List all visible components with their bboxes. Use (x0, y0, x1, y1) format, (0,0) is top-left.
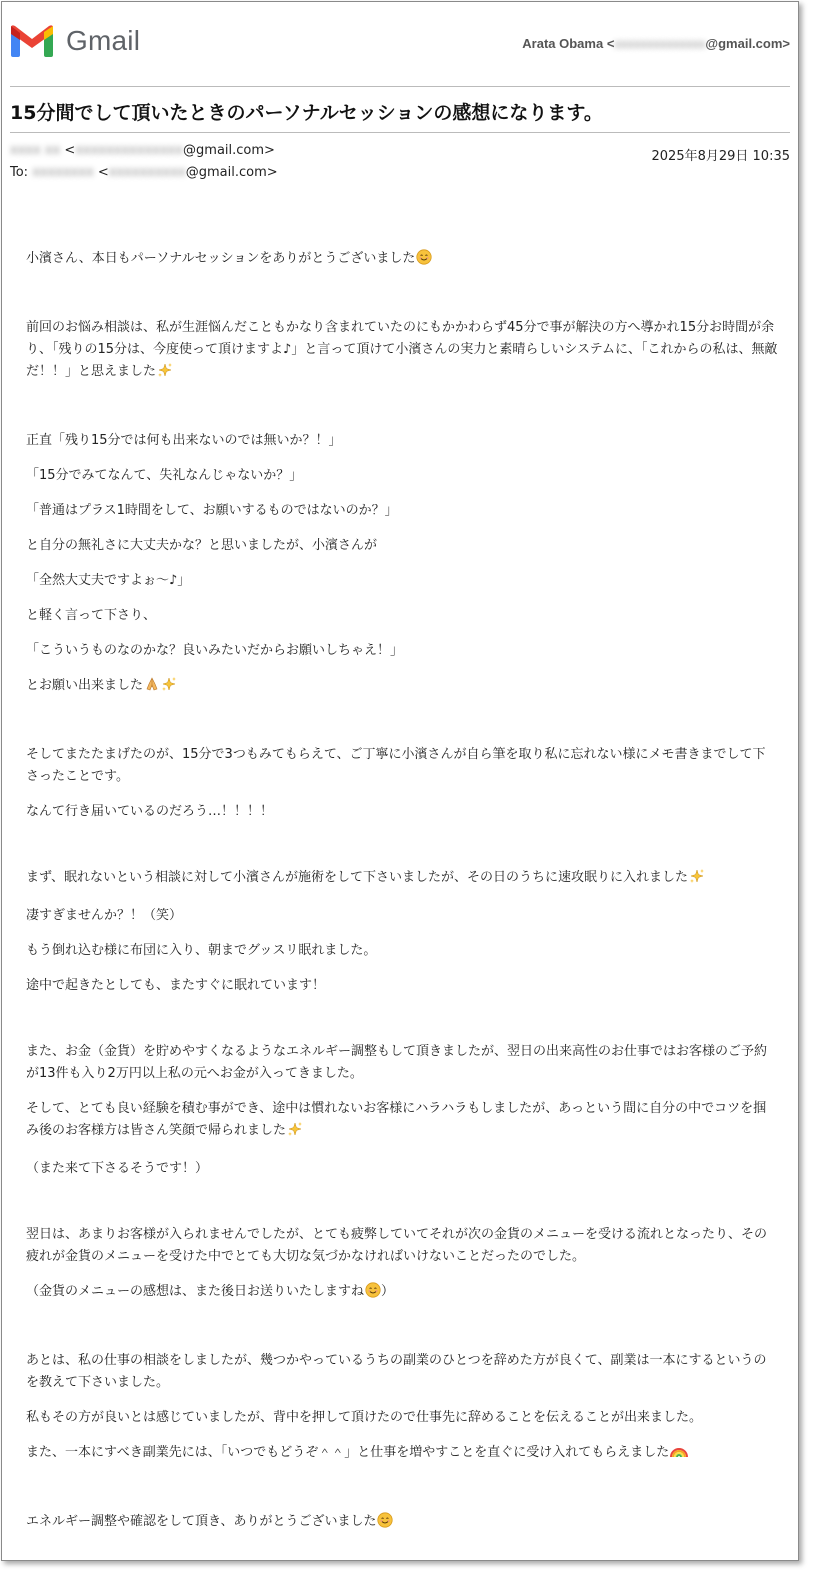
body-paragraph (26, 905, 778, 927)
body-paragraph (26, 1224, 778, 1268)
paragraph-text: 小濱さん、本日もパーソナルセッションをありがとうございました (26, 251, 416, 266)
body-paragraph (26, 940, 778, 962)
body-paragraph (26, 1158, 778, 1180)
gmail-wordmark: Gmail (66, 25, 141, 56)
gmail-m-icon (10, 24, 54, 58)
paragraph-text: あとは、私の仕事の相談をしましたが、幾つかやっているうちの副業のひとつを辞めた方が良くて、副業は一本にするというのを教えて下さいました。 (26, 1353, 767, 1390)
sender-name-redacted: xxxx xx (10, 143, 61, 158)
paragraph-text: 「全然大丈夫ですよぉ〜♪」 (26, 573, 191, 588)
body-paragraph (26, 1511, 778, 1536)
smile-emoji-icon (377, 1512, 393, 1536)
body-paragraph (26, 430, 778, 452)
paragraph-text: （また来て下さるそうです！） (26, 1161, 209, 1176)
paragraph-text: もう倒れ込む様に布団に入り、朝までグッスリ眠れました。 (26, 943, 377, 958)
smile-emoji-icon (416, 249, 432, 273)
body-paragraph (26, 465, 778, 487)
recipient-email-redacted: xxxxxxxxxx (108, 165, 186, 180)
paragraph-text: 「普通はプラス1時間をして、お願いするものではないのか？」 (26, 503, 398, 518)
body-paragraph (26, 1281, 778, 1306)
paragraph-text: とお願い出来ました (26, 678, 144, 693)
body-paragraph (26, 1350, 778, 1394)
paragraph-text: 凄すぎませんか？！（笑） (26, 908, 183, 923)
paragraph-text: エネルギー調整や確認をして頂き、ありがとうございました (26, 1514, 377, 1529)
rainbow-emoji-icon (670, 1443, 688, 1467)
to-label: To: (10, 165, 29, 180)
email-subject: 15分間でして頂いたときのパーソナルセッションの感想になります。 (10, 102, 603, 124)
paragraph-text: と自分の無礼さに大丈夫かな？と思いましたが、小濱さんが (26, 538, 378, 553)
paragraph-text: と軽く言って下さり、 (26, 608, 157, 623)
paragraph-text: 私もその方が良いとは感じていましたが、背中を押して頂けたので仕事先に辞めることを伝えることが出来ました。 (26, 1410, 703, 1425)
body-paragraph (26, 1098, 778, 1145)
recipient-email-domain: @gmail.com> (185, 165, 278, 180)
body-paragraph (26, 570, 778, 592)
recipient-line: To: xxxxxxxx <xxxxxxxxxx@gmail.com> (10, 165, 278, 180)
paragraph-text: 「こういうものなのかな？良いみたいだからお願いしちゃえ！」 (26, 643, 404, 658)
header-divider (10, 86, 790, 87)
account-email-redacted: xxxxxxxxxxxxxx (614, 36, 706, 51)
paragraph-text: 「15分でみてなんて、失礼なんじゃないか？」 (26, 468, 303, 483)
body-paragraph (26, 1407, 778, 1429)
paragraph-text: また、一本にすべき副業先には、「いつでもどうぞ＾＾」と仕事を増やすことを直ぐに受け入れてもらえました (26, 1445, 670, 1460)
paragraph-text: 正直「残り15分では何も出来ないのでは無いか？！」 (26, 433, 342, 448)
body-paragraph (26, 801, 778, 823)
body-paragraph (26, 675, 778, 700)
paragraph-text: そしてまたたまげたのが、15分で3つもみてもらえて、ご丁寧に小濱さんが自ら筆を取り私に忘れない様にメモ書きまでして下さったことです。 (26, 747, 766, 784)
header (10, 24, 790, 66)
paragraph-text: なんて行き届いているのだろう…！！！！ (26, 804, 274, 819)
body-paragraph (26, 744, 778, 788)
body-paragraph (26, 640, 778, 662)
body-paragraph (26, 867, 778, 892)
body-paragraph (26, 317, 778, 386)
body-paragraph (26, 605, 778, 627)
paragraph-tail: ） (381, 1284, 395, 1299)
subject-divider (10, 132, 790, 133)
body-paragraph (26, 248, 778, 273)
paragraph-text: そして、とても良い経験を積む事ができ、途中は慣れないお客様にハラハラもしましたが、あっという間に自分の中でコツを掴み後のお客様方は皆さん笑顔で帰られました (26, 1101, 767, 1138)
gmail-logo[interactable] (10, 24, 140, 58)
account-email-domain: @gmail.com> (705, 36, 790, 51)
smile-emoji-icon (365, 1282, 381, 1306)
pray-emoji-icon (144, 676, 160, 700)
paragraph-text: まず、眠れないという相談に対して小濱さんが施術をして下さいましたが、その日のうちに速攻眠りに入れました (26, 870, 688, 885)
sparkle-emoji-icon (161, 676, 177, 700)
paragraph-text: また、お金（金貨）を貯めやすくなるようなエネルギー調整もして頂きましたが、翌日の出来高性のお仕事ではお客様のご予約が13件も入り2万円以上私の元へお金が入ってきました。 (26, 1044, 768, 1081)
sparkle-emoji-icon (689, 868, 705, 892)
paragraph-text: 途中で起きたとしても、またすぐに眠れています！ (26, 978, 326, 993)
email-print-frame (1, 1, 799, 1561)
body-paragraph (26, 1442, 778, 1467)
body-paragraph (26, 535, 778, 557)
sparkle-emoji-icon (157, 362, 173, 386)
sender-line: xxxx xx <xxxxxxxxxxxxxx@gmail.com> (10, 143, 275, 158)
email-date: 2025年8月29日 10:35 (651, 149, 790, 164)
email-body (26, 248, 778, 1536)
sender-email-redacted: xxxxxxxxxxxxxx (75, 143, 184, 158)
sparkle-emoji-icon (287, 1121, 303, 1145)
paragraph-text: （金貨のメニューの感想は、また後日お送りいたしますね (26, 1284, 365, 1299)
recipient-name-redacted: xxxxxxxx (32, 165, 94, 180)
paragraph-text: 前回のお悩み相談は、私が生涯悩んだこともかなり含まれていたのにもかかわらず45分で事が解決の方へ導かれ15分お時間が余り、「残りの15分は、今度使って頂けますよ♪」と言って頂けて小濱さんの実力と素晴らしいシステムに、「これからの私は、無敵だ！！」と思えました (26, 320, 778, 379)
sender-email-domain: @gmail.com> (183, 143, 275, 158)
body-paragraph (26, 500, 778, 522)
paragraph-text: 翌日は、あまりお客様が入られませんでしたが、とても疲弊していてそれが次の金貨のメニューを受ける流れとなったり、その疲れが金貨のメニューを受けた中でとても大切な気づかなければいけないことだったのでした。 (26, 1227, 768, 1264)
body-paragraph (26, 975, 778, 997)
account-name: Arata Obama (522, 36, 604, 51)
body-paragraph (26, 1041, 778, 1085)
account-info: Arata Obama <xxxxxxxxxxxxxx@gmail.com> (522, 36, 790, 51)
